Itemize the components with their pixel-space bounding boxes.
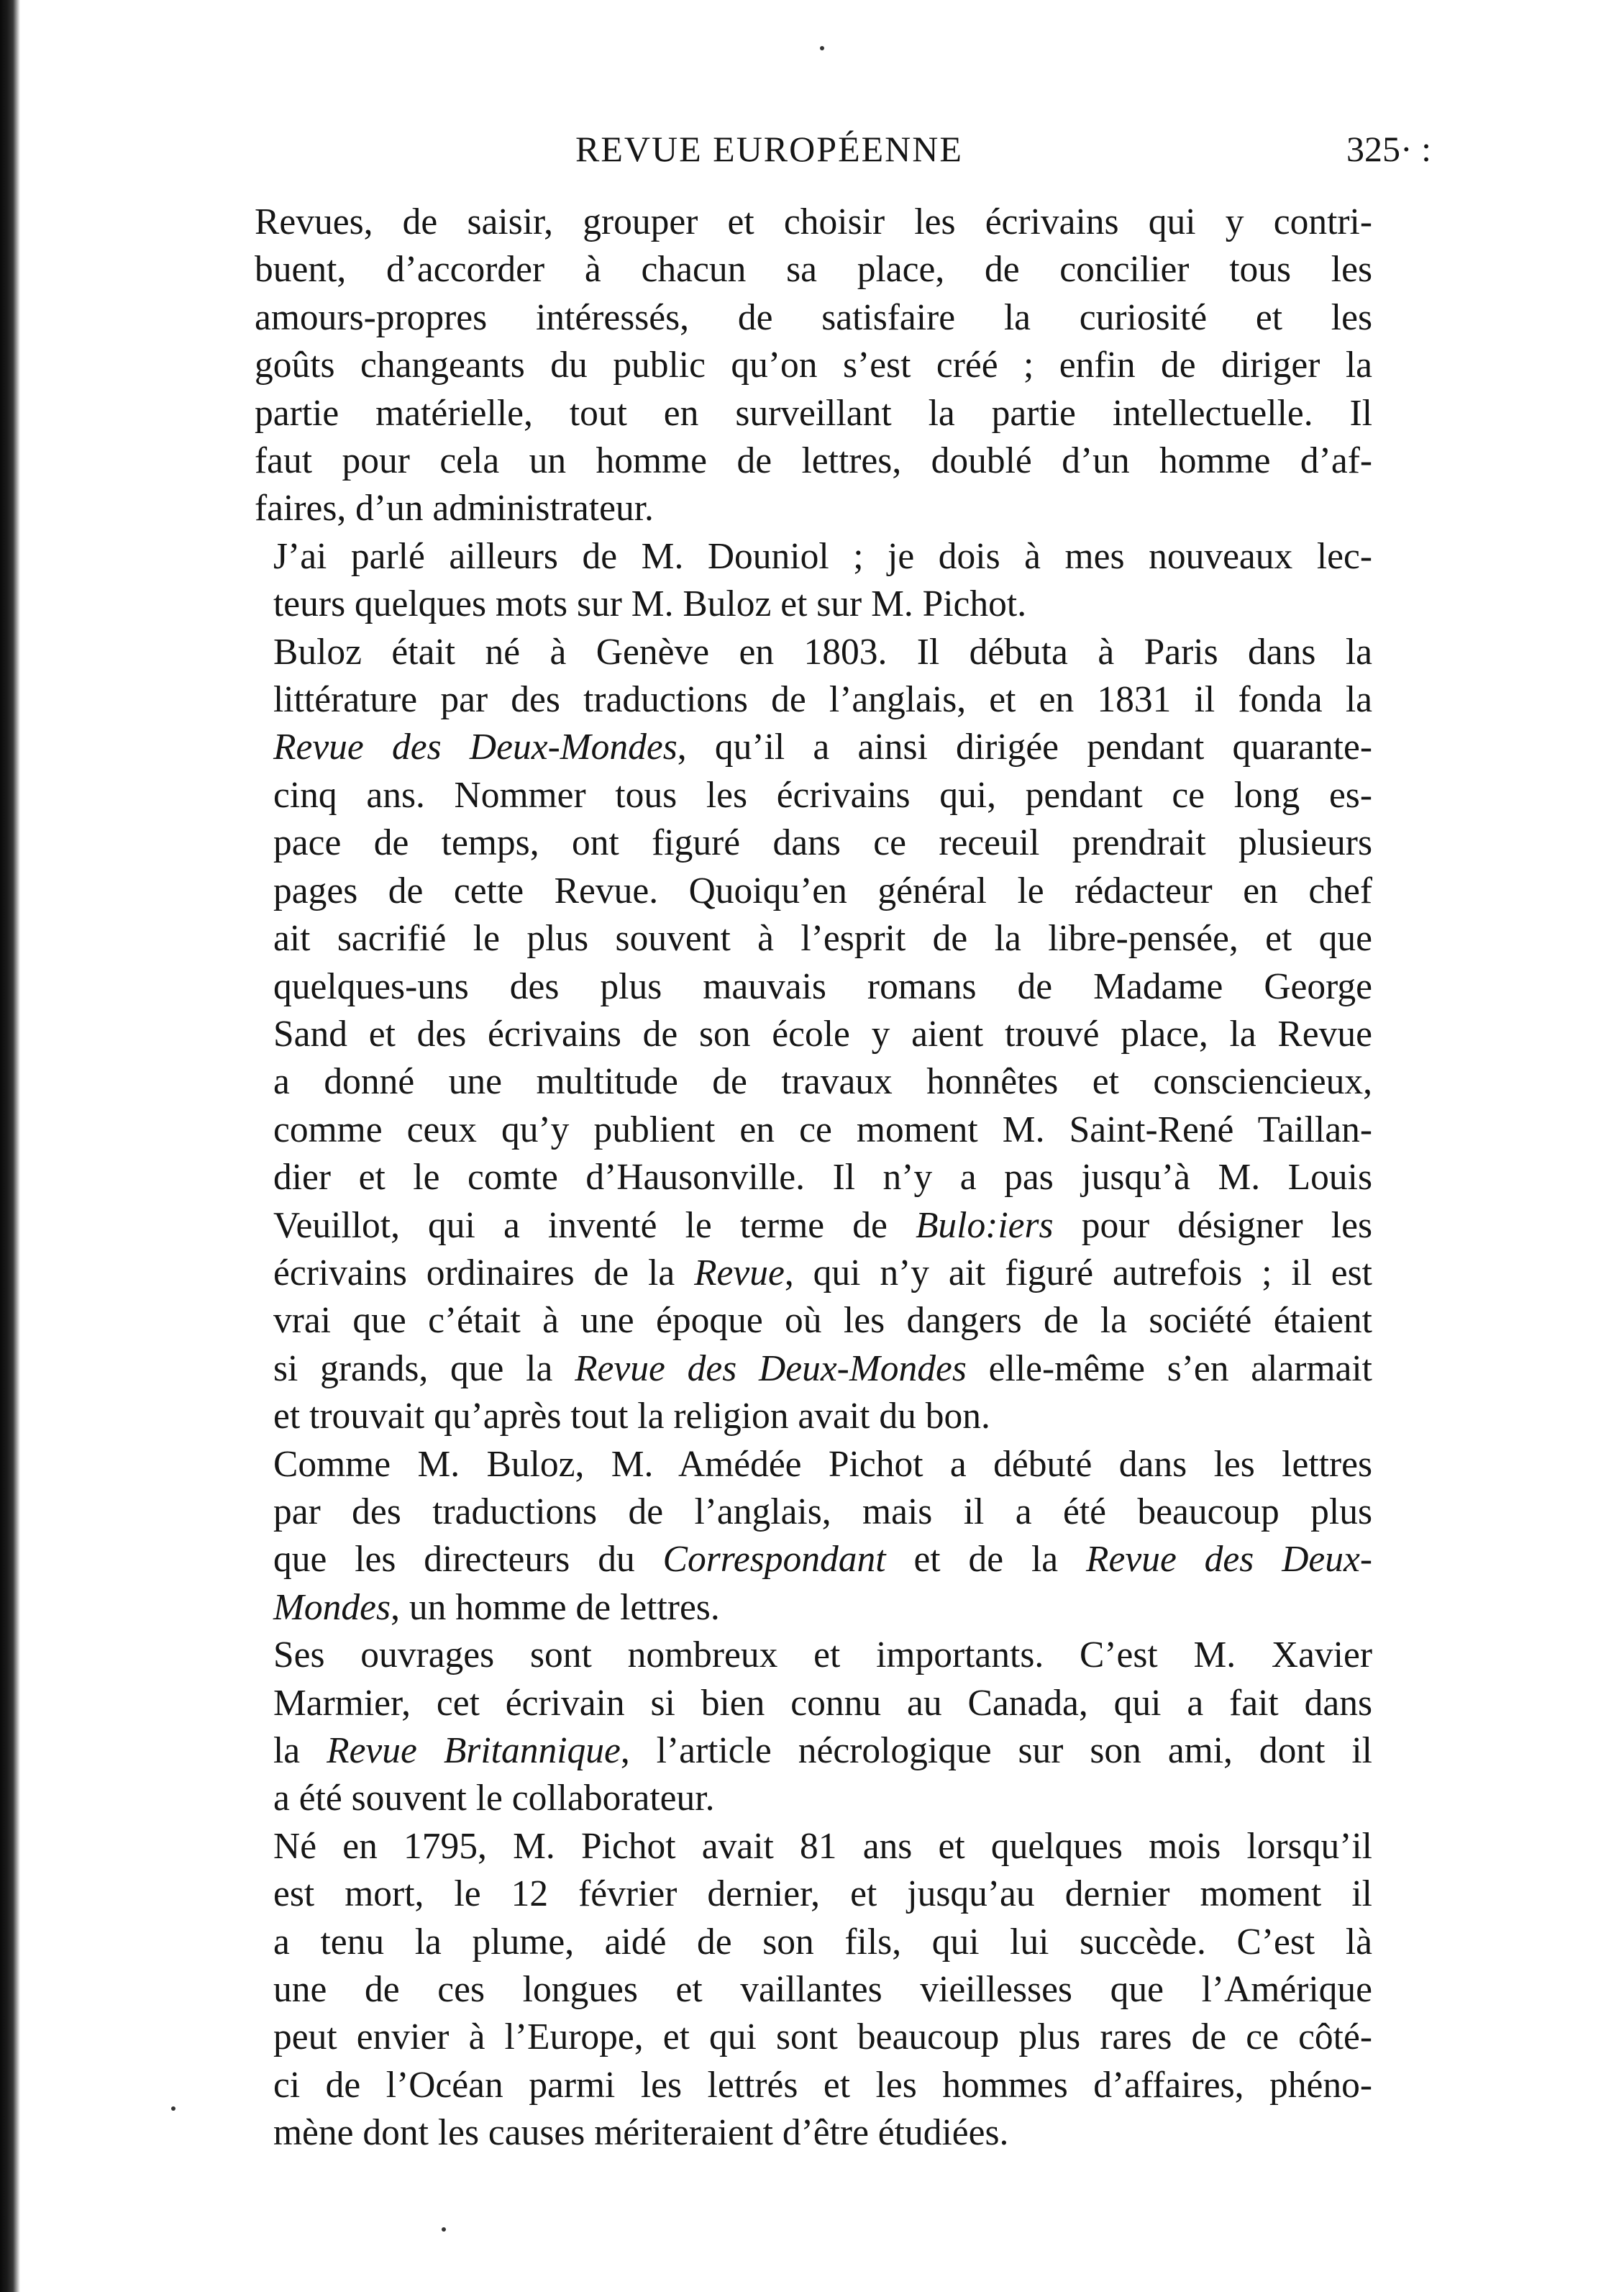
paragraph bbox=[229, 199, 1372, 533]
italic-title: Revue des Deux-Mondes bbox=[273, 727, 678, 768]
text-fragment: , qui n’y ait figuré autrefois ; il est bbox=[784, 1252, 1372, 1293]
paragraph bbox=[229, 1632, 1372, 1823]
text-line: faut pour cela un homme de lettres, doublé d’un homme d’af- bbox=[255, 440, 1372, 482]
text-line: Comme M. Buloz, M. Amédée Pichot a débuté dans les lettres bbox=[273, 1443, 1372, 1485]
text-fragment: la bbox=[273, 1730, 327, 1771]
italic-title: Revue des Deux- bbox=[1086, 1539, 1372, 1581]
text-line bbox=[229, 1250, 1372, 1297]
italic-title: Revue Britannique bbox=[327, 1730, 621, 1771]
text-line: vrai que c’était à une époque où les dangers de la société étaient bbox=[273, 1300, 1372, 1342]
text-line: ci de l’Océan parmi les lettrés et les hommes d’affaires, phéno- bbox=[273, 2064, 1372, 2106]
paragraph bbox=[229, 629, 1372, 1441]
text-line: une de ces longues et vaillantes vieillesses que l’Amérique bbox=[273, 1969, 1372, 2011]
italic-title: Correspondant bbox=[662, 1539, 886, 1581]
italic-title: Mondes bbox=[273, 1586, 391, 1628]
running-title: REVUE EUROPÉENNE bbox=[575, 129, 963, 169]
italic-title: Revue bbox=[694, 1252, 785, 1293]
print-speck bbox=[442, 2227, 446, 2232]
text-line: dier et le comte d’Hausonville. Il n’y a pas jusqu’à M. Louis bbox=[273, 1157, 1372, 1199]
text-line: est mort, le 12 février dernier, et jusqu’au dernier moment il bbox=[273, 1873, 1372, 1915]
text-fragment: Veuillot, qui a inventé le terme de bbox=[273, 1204, 916, 1246]
paragraph bbox=[229, 1441, 1372, 1632]
text-fragment: et de la bbox=[885, 1539, 1087, 1581]
text-line: amours-propres intéressés, de satisfaire la curiosité et les bbox=[255, 296, 1372, 338]
text-line: peut envier à l’Europe, et qui sont beaucoup plus rares de ce côté- bbox=[273, 2016, 1372, 2058]
text-line: pace de temps, ont figuré dans ce receuil prendrait plusieurs bbox=[273, 822, 1372, 864]
text-line: ait sacrifié le plus souvent à l’esprit de la libre-pensée, et que bbox=[273, 918, 1372, 960]
text-line: cinq ans. Nommer tous les écrivains qui, pendant ce long es- bbox=[273, 774, 1372, 816]
text-line bbox=[229, 724, 1372, 771]
text-line bbox=[229, 1345, 1372, 1393]
text-fragment: que les directeurs du bbox=[273, 1539, 663, 1581]
text-line: pages de cette Revue. Quoiqu’en général le rédacteur en chef bbox=[273, 870, 1372, 911]
body-text bbox=[229, 199, 1372, 2157]
running-header bbox=[237, 124, 1431, 174]
text-line bbox=[229, 1536, 1372, 1583]
book-binding-edge bbox=[0, 0, 20, 2292]
text-line: faires, d’un administrateur. bbox=[255, 488, 654, 529]
text-fragment: écrivains ordinaires de la bbox=[273, 1252, 695, 1293]
text-line bbox=[229, 1202, 1372, 1250]
text-line: Sand et des écrivains de son école y aient trouvé place, la Revue bbox=[273, 1013, 1372, 1055]
text-line bbox=[229, 1584, 1372, 1632]
text-line: et trouvait qu’après tout la religion avait du bon. bbox=[273, 1396, 990, 1437]
text-line: a été souvent le collaborateur. bbox=[273, 1778, 715, 1819]
text-line: goûts changeants du public qu’on s’est créé ; enfin de diriger la bbox=[255, 345, 1372, 386]
text-line: partie matérielle, tout en surveillant la partie intellectuelle. Il bbox=[255, 392, 1372, 434]
text-line: Marmier, cet écrivain si bien connu au Canada, qui a fait dans bbox=[273, 1682, 1372, 1724]
text-line: comme ceux qu’y publient en ce moment M. Saint-René Taillan- bbox=[273, 1109, 1372, 1150]
text-line: Né en 1795, M. Pichot avait 81 ans et quelques mois lorsqu’il bbox=[273, 1825, 1372, 1867]
text-line: mène dont les causes mériteraient d’être étudiées. bbox=[273, 2112, 1009, 2154]
print-speck bbox=[820, 46, 824, 50]
text-line: Revues, de saisir, grouper et choisir les écrivains qui y contri- bbox=[255, 201, 1372, 242]
paragraph bbox=[229, 1823, 1372, 2157]
text-fragment: , l’article nécrologique sur son ami, dont il bbox=[620, 1730, 1372, 1771]
italic-term: Bulo:iers bbox=[915, 1204, 1054, 1246]
text-fragment: si grands, que la bbox=[273, 1347, 575, 1389]
text-line: par des traductions de l’anglais, mais il a été beaucoup plus bbox=[273, 1491, 1372, 1532]
text-fragment: pour désigner les bbox=[1053, 1204, 1372, 1246]
text-line bbox=[229, 1727, 1372, 1775]
print-speck bbox=[171, 2106, 175, 2111]
text-line: a tenu la plume, aidé de son fils, qui lui succède. C’est là bbox=[273, 1921, 1372, 1963]
text-line: a donné une multitude de travaux honnêtes et consciencieux, bbox=[273, 1061, 1372, 1103]
text-line: teurs quelques mots sur M. Buloz et sur M. Pichot. bbox=[273, 583, 1027, 625]
italic-title: Revue des Deux-Mondes bbox=[575, 1347, 967, 1389]
text-line: buent, d’accorder à chacun sa place, de concilier tous les bbox=[255, 249, 1372, 291]
text-line: Buloz était né à Genève en 1803. Il débuta à Paris dans la bbox=[273, 631, 1372, 673]
text-fragment: , qu’il a ainsi dirigée pendant quarante- bbox=[677, 727, 1372, 768]
text-line: quelques-uns des plus mauvais romans de Madame George bbox=[273, 965, 1372, 1007]
paragraph bbox=[229, 533, 1372, 629]
text-line: J’ai parlé ailleurs de M. Douniol ; je dois à mes nouveaux lec- bbox=[273, 535, 1372, 577]
text-fragment: , un homme de lettres. bbox=[391, 1586, 720, 1628]
text-fragment: elle-même s’en alarmait bbox=[966, 1347, 1372, 1389]
page-number: 325· : bbox=[1346, 129, 1431, 169]
text-line: Ses ouvrages sont nombreux et importants. C’est M. Xavier bbox=[273, 1634, 1372, 1676]
text-line: littérature par des traductions de l’anglais, et en 1831 il fonda la bbox=[273, 679, 1372, 721]
